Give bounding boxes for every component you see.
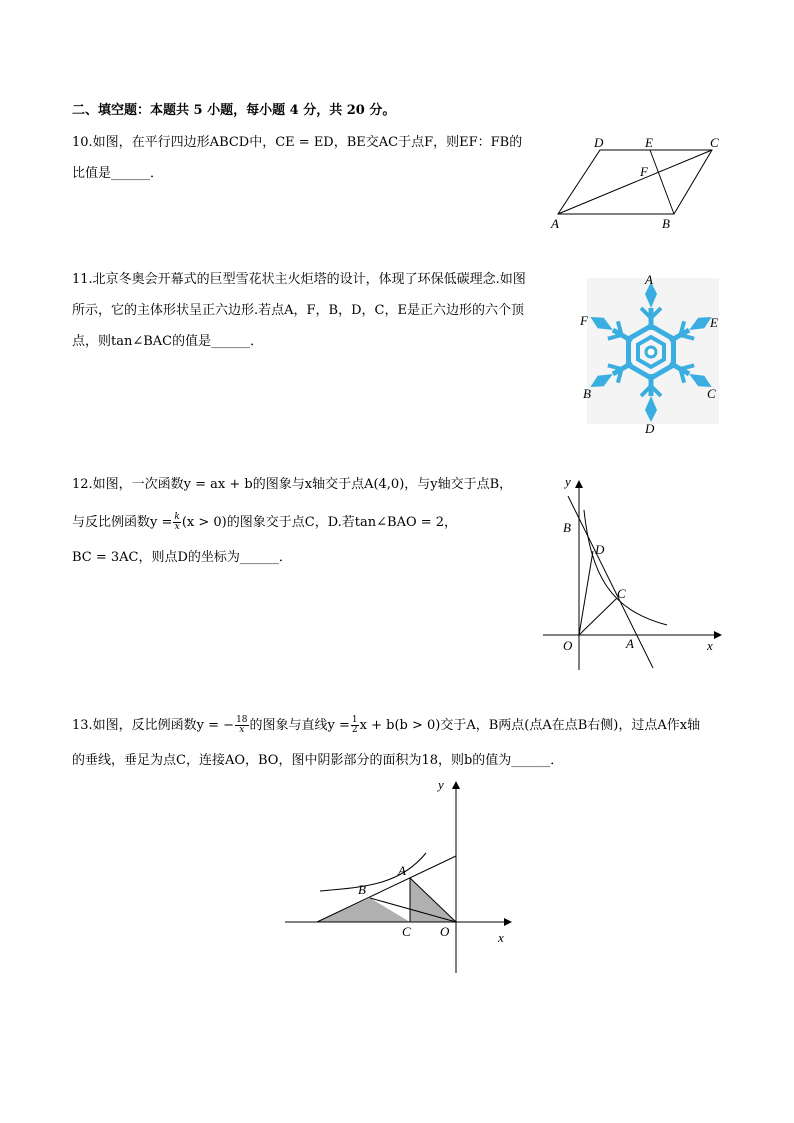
q12-frac-num: k [174, 512, 180, 522]
label-x: x [707, 638, 713, 653]
label-y: y [438, 777, 444, 792]
label-d: D [594, 135, 604, 150]
shaded-region-left [317, 898, 410, 922]
q12-line3: BC = 3AC，则点D的坐标为______． [72, 550, 292, 565]
q10-parallelogram-figure [540, 132, 730, 237]
q12-line2-end: (x > 0)的图象交于点C，D.若tan∠BAO = 2， [181, 515, 458, 530]
label-e: E [645, 135, 653, 150]
label-e: E [710, 315, 718, 330]
hyperbola [584, 510, 667, 625]
q11-line3: 点，则tan∠BAC的值是______． [72, 334, 264, 349]
label-a: A [645, 272, 653, 287]
q12-frac-den: x [174, 522, 180, 532]
q10-line2: 比值是______． [72, 166, 164, 181]
q13-frac2-num: 1 [351, 715, 358, 725]
label-d: D [645, 421, 655, 436]
label-f: F [640, 164, 648, 179]
label-y: y [565, 474, 571, 489]
q13-fraction-1 [235, 716, 248, 735]
q11-line2: 所示，它的主体形状呈正六边形.若点A，F，B，D，C，E是正六边形的六个顶 [72, 303, 524, 318]
label-c: C [617, 586, 626, 601]
q12-graph-figure [535, 470, 730, 675]
q13-line1 [72, 716, 700, 735]
segment-ac [558, 150, 712, 214]
label-f: F [580, 313, 588, 328]
segment-be [650, 150, 674, 214]
label-b: B [583, 386, 591, 401]
q13-line2: 的垂线，垂足为点C，连接AO，BO，图中阴影部分的面积为18，则b的值为______． [72, 753, 564, 768]
line-ab [568, 496, 653, 668]
q12-fraction [173, 513, 180, 532]
q13-graph-figure [280, 775, 520, 980]
q13-fraction-2 [351, 716, 359, 735]
q13-line1-start: 13.如图，反比例函数y = − [72, 718, 235, 733]
q13-line1-mid: 的图象与直线y = [249, 718, 350, 733]
section-heading: 二、填空题：本题共 5 小题，每小题 4 分，共 20 分。 [72, 103, 396, 118]
q13-frac2-den: 2 [351, 725, 358, 735]
q11-snowflake-figure [575, 268, 725, 438]
label-c: C [710, 135, 719, 150]
label-o: O [440, 924, 450, 939]
label-a: A [551, 216, 559, 231]
label-c: C [707, 386, 716, 401]
q13-frac1-den: x [239, 725, 245, 735]
label-a: A [626, 636, 634, 651]
segment-od [579, 551, 593, 635]
label-o: O [563, 638, 573, 653]
label-d: D [595, 542, 605, 557]
q10-line1: 10.如图，在平行四边形ABCD中，CE = ED，BE交AC于点F，则EF：FB的 [72, 135, 523, 150]
q13-frac1-num: 18 [236, 715, 248, 725]
q12-line1: 12.如图，一次函数y = ax + b的图象与x轴交于点A(4,0)，与y轴交于点B， [72, 477, 513, 492]
q12-line2 [72, 513, 457, 532]
label-c: C [402, 924, 411, 939]
q11-line1: 11.北京冬奥会开幕式的巨型雪花状主火炬塔的设计，体现了环保低碳理念.如图 [72, 272, 526, 287]
label-a: A [398, 863, 406, 878]
q13-line1-end: x + b(b > 0)交于A，B两点(点A在点B右侧)，过点A作x轴 [359, 718, 701, 733]
label-b: B [358, 882, 366, 897]
label-b: B [662, 216, 670, 231]
q12-line2-start: 与反比例函数y = [72, 515, 173, 530]
label-b: B [563, 520, 571, 535]
label-x: x [498, 930, 504, 945]
